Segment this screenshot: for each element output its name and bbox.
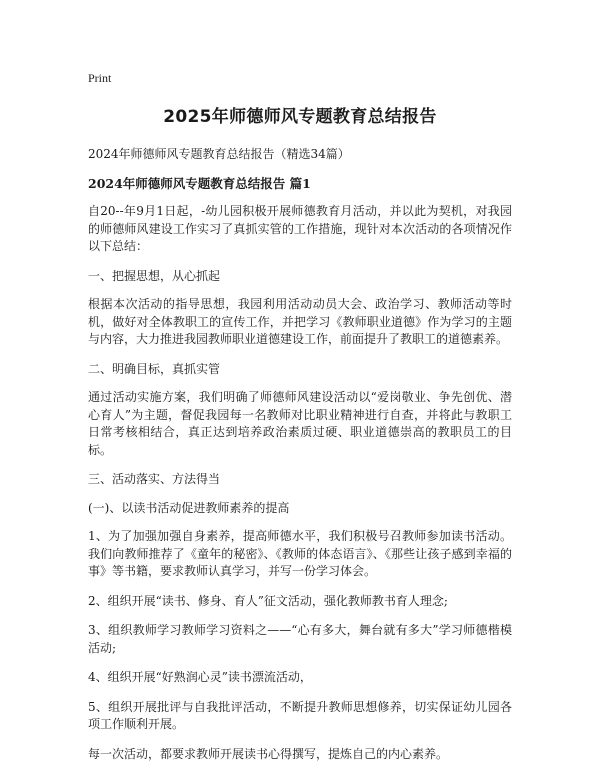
paragraph-item-2: 2、组织开展“读书、修身、育人”征文活动，强化教师教书育人理念;: [88, 593, 448, 608]
paragraph-body-2: 通过活动实施方案，我们明确了师德师风建设活动以“爱岗敬业、争先创优、潜心育人”为主题，督促我园每一名教师对比职业精神进行自查，并将此与教职工日常考核相结合，真正达到培养政治素质过硬、职业道德崇高的教职员工的目标。: [88, 390, 512, 457]
paragraph-body-1: 根据本次活动的指导思想，我园利用活动动员大会、政治学习、教师活动等时机，做好对全体教职工的宣传工作，并把学习《教师职业道德》作为学习的主题与内容，大力推进我园教师职业道德建设工作，前面提升了教职工的道德素养。: [88, 297, 512, 346]
paragraph-item-1: 1、为了加强加强自身素养，提高师德水平，我们积极号召教师参加读书活动。我们向教师推荐了《童年的秘密》、《教师的体态语言》、《那些让孩子感到幸福的事》等书籍，要求教师认真学习，并写一份学习体会。: [88, 529, 512, 578]
paragraph-subheading-1: (一)、以读书活动促进教师素养的提高: [88, 500, 290, 515]
document-title: 2025年师德师风专题教育总结报告: [163, 107, 437, 127]
section-heading: 2024年师德师风专题教育总结报告 篇1: [88, 176, 311, 191]
paragraph-heading-2: 二、明确目标，真抓实管: [88, 361, 221, 376]
paragraph-item-3: 3、组织教师学习教师学习资料之——“心有多大，舞台就有多大”学习师德楷模活动;: [88, 623, 512, 655]
paragraph-item-5: 5、组织开展批评与自我批评活动，不断提升教师思想修养，切实保证幼儿园各项工作顺利开展。: [88, 699, 512, 731]
paragraph-intro: 自20--年9月1日起，-幼儿园积极开展师德教育月活动，并以此为契机，对我园的师德师风建设工作实习了真抓实管的工作措施，现针对本次活动的各项情况作以下总结：: [88, 204, 512, 253]
paragraph-heading-1: 一、把握思想，从心抓起: [88, 268, 221, 283]
paragraph-item-4: 4、组织开展“好熟润心灵”读书漂流活动，: [88, 670, 312, 684]
print-link[interactable]: Print: [88, 71, 112, 85]
document-subtitle: 2024年师德师风专题教育总结报告（精选34篇）: [88, 147, 350, 161]
paragraph-closing: 每一次活动，都要求教师开展读书心得撰写，提炼自己的内心素养。: [88, 746, 449, 761]
paragraph-heading-3: 三、活动落实、方法得当: [88, 472, 221, 486]
